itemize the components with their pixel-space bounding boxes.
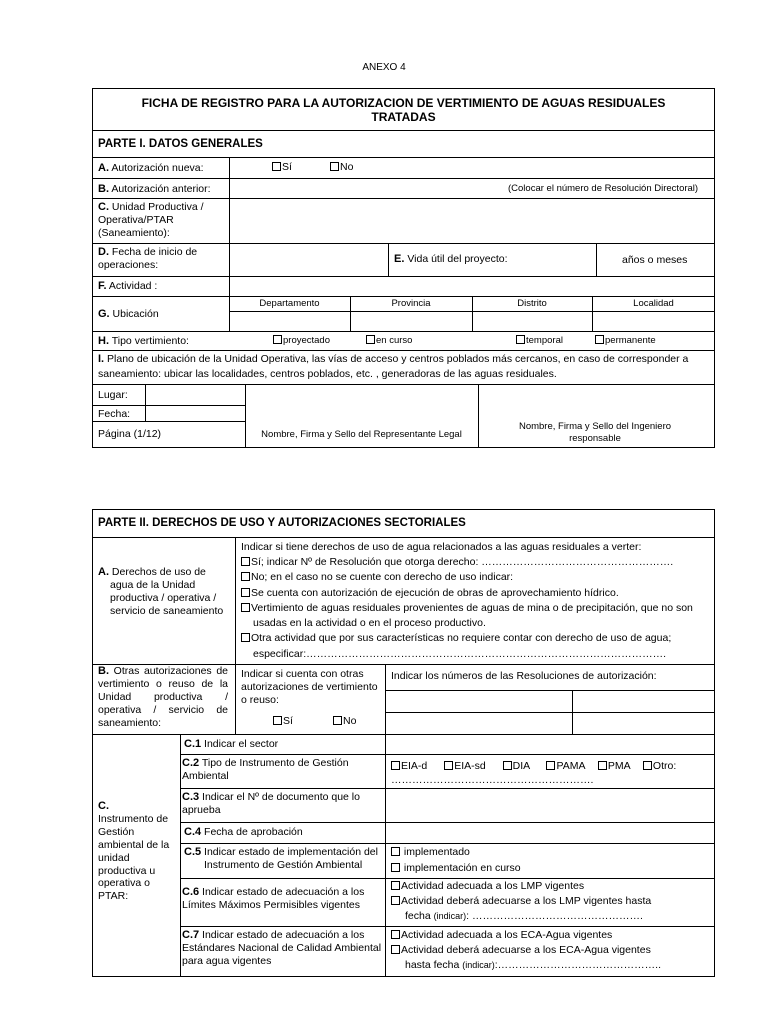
section-a-label: A. Derechos de uso de agua de la Unidad productiva / operativa / servicio de saneamiento <box>98 566 224 617</box>
checkbox-icon <box>391 847 400 856</box>
checkbox-icon <box>503 761 512 770</box>
row-e-label: E. Vida útil del proyecto: <box>394 253 508 265</box>
water-rights-intro: Indicar si tiene derechos de uso de agua relacionados a las aguas residuales a verter: <box>241 541 642 553</box>
engineer-signature: Nombre, Firma y Sello del Ingeniero responsable <box>518 421 672 444</box>
checkbox-icon <box>366 335 375 344</box>
checkbox-icon <box>598 761 607 770</box>
legal-rep-signature: Nombre, Firma y Sello del Representante Legal <box>261 429 462 440</box>
type-permanent-checkbox[interactable]: permanente <box>595 335 656 347</box>
col-localidad: Localidad <box>633 298 674 309</box>
new-auth-yes-checkbox[interactable]: Sí <box>272 161 292 173</box>
part2-heading: PARTE II. DERECHOS DE USO Y AUTORIZACIONES SECTORIALES <box>98 517 466 529</box>
checkbox-icon <box>391 761 400 770</box>
water-rights-options <box>241 540 711 662</box>
eca-deadline-line: hasta fecha (indicar):……………………………………….. <box>405 959 661 971</box>
row-h-label: H. Tipo vertimiento: <box>98 335 189 347</box>
lmp-pending-checkbox[interactable]: Actividad deberá adecuarse a los LMP vigentes hasta <box>391 895 651 907</box>
implementation-ongoing-checkbox[interactable]: implementación en curso <box>391 862 521 874</box>
dia-checkbox[interactable]: DIA <box>503 760 530 772</box>
pma-checkbox[interactable]: PMA <box>598 760 630 772</box>
instrument-type-options <box>391 760 676 772</box>
checkbox-icon <box>546 761 555 770</box>
col-distrito: Distrito <box>517 298 547 309</box>
eca-pending-checkbox[interactable]: Actividad deberá adecuarse a los ECA-Agua vigentes <box>391 944 651 956</box>
annex-label: ANEXO 4 <box>362 62 406 73</box>
checkbox-icon <box>330 162 339 171</box>
checkbox-icon <box>391 930 400 939</box>
checkbox-icon <box>444 761 453 770</box>
lmp-deadline-line: fecha (indicar): …………………………………………. <box>405 910 643 922</box>
row-i-text: I. Plano de ubicación de la Unidad Operativa, las vías de acceso y centros poblados más cercanos, en caso de corresponder a saneamiento: ubicar las localidades, centros poblados, etc. , generadoras de las aguas residuales. <box>98 353 689 381</box>
other-auth-question: Indicar si cuenta con otras autorizaciones de vertimiento o reuso: <box>241 668 378 706</box>
other-activity-option[interactable]: Otra actividad que por sus características no requiere contar con derecho de uso de agua; especificar:…………………………………………………………………………………………. <box>241 631 711 661</box>
other-instrument-line: …………………………………………………. <box>391 774 594 786</box>
lmp-compliant-checkbox[interactable]: Actividad adecuada a los LMP vigentes <box>391 880 584 892</box>
type-ongoing-checkbox[interactable]: en curso <box>366 335 412 347</box>
c6-label: C.6 Indicar estado de adecuación a los Límites Máximos Permisibles vigentes <box>182 886 365 912</box>
date-label: Fecha: <box>98 408 131 420</box>
row-b-label: B. Autorización anterior: <box>98 183 211 195</box>
c4-label: C.4 Fecha de aprobación <box>184 826 303 838</box>
checkbox-icon <box>391 881 400 890</box>
works-authorization-option[interactable]: Se cuenta con autorización de ejecución de obras de aprovechamiento hídrico. <box>241 586 711 601</box>
row-a-label: A. Autorización nueva: <box>98 162 204 174</box>
c2-label: C.2 Tipo de Instrumento de Gestión Ambiental <box>182 757 349 783</box>
c1-label: C.1 Indicar el sector <box>184 738 279 750</box>
checkbox-icon <box>391 863 400 872</box>
new-auth-no-checkbox[interactable]: No <box>330 161 353 173</box>
c3-label: C.3 Indicar el Nº de documento que lo aprueba <box>182 791 360 817</box>
place-label: Lugar: <box>98 389 128 401</box>
row-c-label: C. Unidad Productiva / Operativa/PTAR (Saneamiento): <box>98 201 204 240</box>
other-auth-yes-checkbox[interactable]: Sí <box>273 715 293 727</box>
checkbox-icon <box>272 162 281 171</box>
eia-sd-checkbox[interactable]: EIA-sd <box>444 760 486 772</box>
checkbox-icon <box>241 633 250 642</box>
checkbox-icon <box>241 572 250 581</box>
col-departamento: Departamento <box>259 298 320 309</box>
type-temporary-checkbox[interactable]: temporal <box>516 335 563 347</box>
pama-checkbox[interactable]: PAMA <box>546 760 584 772</box>
type-projected-checkbox[interactable]: proyectado <box>273 335 330 347</box>
water-rights-no-option[interactable]: No; en el caso no se cuente con derecho de uso indicar: <box>241 570 711 585</box>
row-f-label: F. Actividad : <box>98 280 158 292</box>
row-d-label: D. Fecha de inicio de operaciones: <box>98 246 198 272</box>
other-auth-no-checkbox[interactable]: No <box>333 715 356 727</box>
checkbox-icon <box>241 603 250 612</box>
implemented-checkbox[interactable]: implementado <box>391 846 470 858</box>
checkbox-icon <box>273 335 282 344</box>
section-b-label: B. Otras autorizaciones de vertimiento o reuso de la Unidad productiva / operativa / servicio de saneamiento: <box>98 665 228 729</box>
checkbox-icon <box>333 716 342 725</box>
section-c-label: C. Instrumento de Gestión ambiental de la unidad productiva u operativa o PTAR: <box>98 800 170 903</box>
checkbox-icon <box>241 557 250 566</box>
checkbox-icon <box>643 761 652 770</box>
checkbox-icon <box>595 335 604 344</box>
checkbox-icon <box>273 716 282 725</box>
resolution-note: (Colocar el número de Resolución Directoral) <box>508 183 699 194</box>
c7-label: C.7 Indicar estado de adecuación a los Estándares Nacional de Calidad Ambiental para agua vigentes <box>182 929 382 968</box>
water-rights-yes-option[interactable]: Sí; indicar Nº de Resolución que otorga derecho: ………………………………………………. <box>241 555 711 570</box>
checkbox-icon <box>391 945 400 954</box>
mine-water-option[interactable]: Vertimiento de aguas residuales provenientes de aguas de mina o de precipitación, que no son usadas en la actividad o en el proceso productivo. <box>241 601 711 631</box>
eca-compliant-checkbox[interactable]: Actividad adecuada a los ECA-Agua vigentes <box>391 929 612 941</box>
resolution-numbers-label: Indicar los números de las Resoluciones de autorización: <box>391 670 657 682</box>
row-g-label: G. Ubicación <box>98 308 159 320</box>
form-title: FICHA DE REGISTRO PARA LA AUTORIZACION DE VERTIMIENTO DE AGUAS RESIDUALES TRATADAS <box>141 96 666 125</box>
part1-heading: PARTE I. DATOS GENERALES <box>98 138 263 150</box>
other-instrument-checkbox[interactable]: Otro: <box>643 760 676 772</box>
eia-d-checkbox[interactable]: EIA-d <box>391 760 427 772</box>
page-number: Página (1/12) <box>98 428 162 440</box>
col-provincia: Provincia <box>391 298 431 309</box>
lifespan-units: años o meses <box>622 254 688 266</box>
checkbox-icon <box>516 335 525 344</box>
c5-label: C.5 Indicar estado de implementación del Instrumento de Gestión Ambiental <box>184 846 378 872</box>
checkbox-icon <box>391 896 400 905</box>
checkbox-icon <box>241 588 250 597</box>
